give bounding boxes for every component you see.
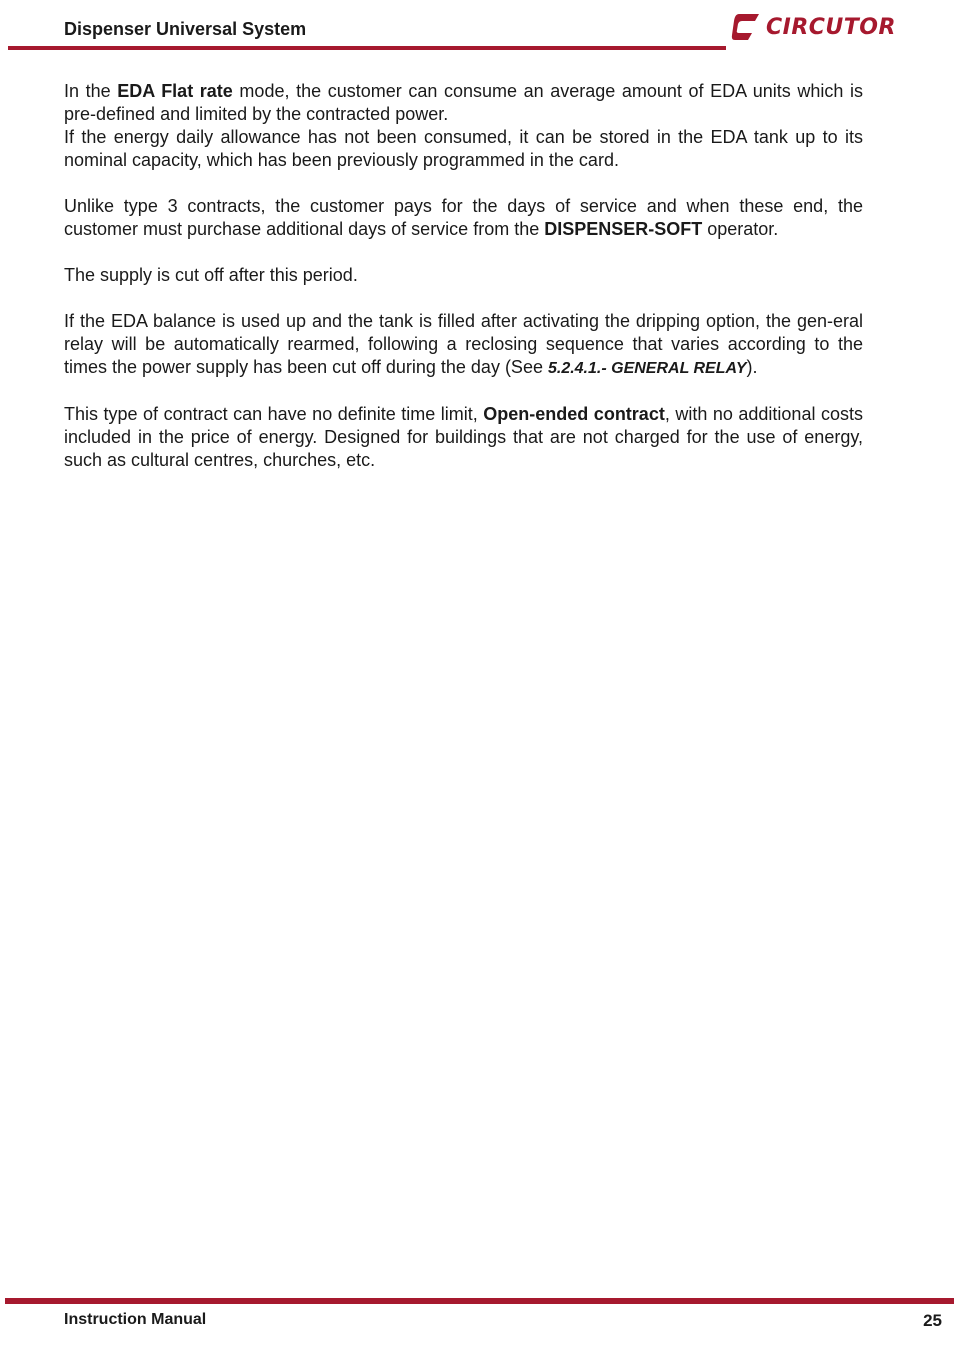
paragraph-eda-tank: If the energy daily allowance has not been consumed, it can be stored in the EDA tank up to its nominal capacity, which has been previously programmed in the card. [64, 127, 863, 170]
paragraph-days-of-service [64, 195, 863, 241]
paragraph-eda-flat-rate [64, 80, 863, 126]
paragraph-text: operator. [702, 219, 779, 239]
document-header-title: Dispenser Universal System [64, 19, 307, 39]
paragraph-text: If the EDA balance is used up and the tank is filled after activating the dripping option, the gen-eral relay will be automatically rearmed, following a reclosing sequence that varies according to the times the power supply has been cut off during the day (See [64, 311, 863, 377]
circutor-logo-icon [730, 11, 762, 43]
document-body [64, 80, 863, 495]
paragraph-text: ). [746, 357, 758, 377]
paragraph-supply-cut-off: The supply is cut off after this period. [64, 265, 358, 285]
paragraph-text: In the [64, 81, 118, 101]
paragraph-general-relay [64, 310, 863, 380]
term-open-ended-contract: Open-ended contract [483, 404, 665, 424]
page-number: 25 [923, 1311, 942, 1330]
circutor-logo [730, 10, 910, 44]
paragraph-open-ended-contract [64, 403, 863, 472]
term-dispenser-soft: DISPENSER-SOFT [544, 219, 703, 239]
logo-wordmark: CIRCUTOR [766, 14, 896, 40]
footer-rule [5, 1298, 954, 1304]
term-eda-flat-rate: EDA Flat rate [117, 81, 233, 101]
footer-label: Instruction Manual [64, 1311, 207, 1328]
paragraph-text: Unlike type 3 contracts, the customer pays for the days of service and when these end, the customer must purchase additional days of service from the [64, 196, 863, 239]
paragraph-text: , with no additional costs included in the price of energy. Designed for buildings that are not charged for the use of energy, such as cultural centres, churches, etc. [64, 404, 863, 470]
paragraph-text: This type of contract can have no definite time limit, [64, 404, 484, 424]
section-reference-link[interactable]: 5.2.4.1.- GENERAL RELAY [547, 360, 747, 377]
header-rule [8, 46, 726, 50]
paragraph-text: mode, the customer can consume an average amount of EDA units which is pre-defined and limited by the contracted power. [64, 81, 863, 124]
